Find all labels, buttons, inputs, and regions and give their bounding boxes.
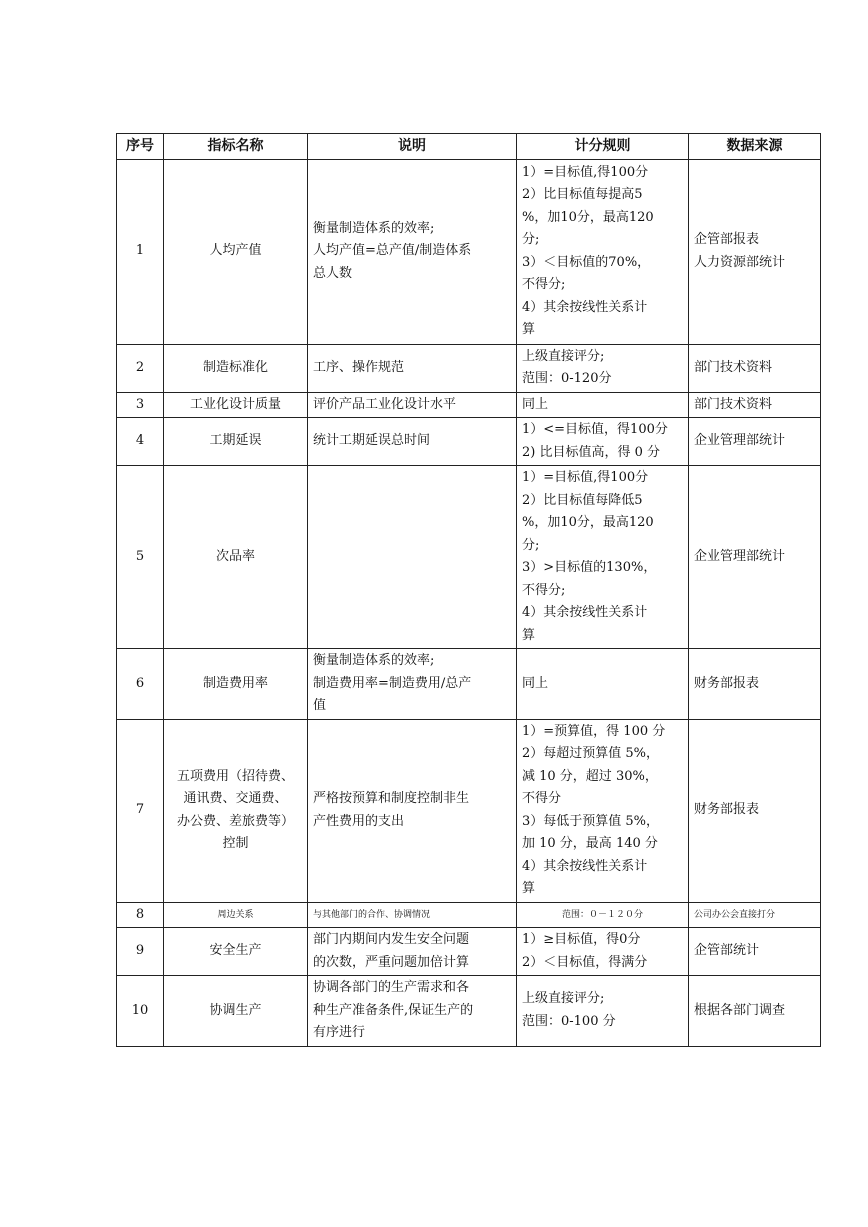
table-row [117, 976, 821, 1047]
cell-name [164, 976, 308, 1047]
cell-rule [517, 719, 689, 902]
cell-source [689, 928, 821, 976]
cell-line: 部门技术资料 [694, 396, 773, 412]
cell-line: 工序、操作规范 [313, 359, 405, 375]
table-body [117, 159, 821, 1046]
cell-no: 3 [117, 392, 164, 418]
cell-line: 人均产值=总产值/制造体系 [313, 243, 472, 259]
cell-line: 严格按预算和制度控制非生 [313, 791, 470, 806]
cell-source [689, 649, 821, 720]
table-row [117, 719, 821, 902]
table-row [117, 159, 821, 344]
cell-desc [308, 418, 517, 466]
header-rule: 计分规则 [517, 134, 689, 160]
cell-line: 衡量制造体系的效率; [313, 653, 435, 668]
cell-name [164, 719, 308, 902]
table-row [117, 344, 821, 392]
cell-line: 衡量制造体系的效率; [313, 220, 435, 236]
cell-line: 制造费用率=制造费用/总产 [313, 675, 472, 691]
cell-line: 算 [522, 881, 536, 896]
cell-line: 财务部报表 [694, 802, 760, 818]
cell-rule [517, 159, 689, 344]
cell-line: 值 [313, 698, 327, 713]
cell-line: 分; [522, 232, 540, 247]
cell-line: 1）=预算值，得 100 分 [522, 723, 666, 739]
cell-name [164, 392, 308, 418]
cell-no: 7 [117, 719, 164, 902]
cell-line: 上级直接评分; [522, 348, 605, 364]
cell-line: 统计工期延误总时间 [313, 433, 431, 449]
cell-line: 算 [522, 322, 536, 337]
table-row [117, 466, 821, 649]
cell-line: 人力资源部统计 [694, 254, 786, 270]
cell-line: 总人数 [313, 265, 353, 281]
cell-line: 协调各部门的生产需求和各 [313, 980, 470, 995]
cell-line: 有序进行 [313, 1025, 366, 1040]
cell-name [164, 159, 308, 344]
cell-line: 次品率 [215, 548, 255, 564]
cell-line: 五项费用（招待费、 [176, 768, 294, 784]
cell-line: 工期延误 [209, 433, 262, 449]
table-row [117, 392, 821, 418]
cell-line: 4）其余按线性关系计 [522, 858, 648, 874]
cell-no: 2 [117, 344, 164, 392]
cell-no: 4 [117, 418, 164, 466]
cell-line: 公司办公会直接打分 [694, 909, 776, 920]
cell-desc [308, 976, 517, 1047]
cell-line: 算 [522, 627, 536, 643]
cell-line: 4）其余按线性关系计 [522, 299, 648, 315]
cell-line: 2）每超过预算值 5%， [522, 746, 660, 761]
cell-no: 5 [117, 466, 164, 649]
cell-source [689, 418, 821, 466]
header-desc: 说明 [308, 134, 517, 160]
cell-rule [517, 649, 689, 720]
cell-line: 工业化设计质量 [189, 396, 281, 412]
cell-line: 2）比目标值每提高5 [522, 187, 643, 202]
cell-line: 评价产品工业化设计水平 [313, 396, 457, 412]
cell-line: 2）比目标值每降低5 [522, 492, 643, 508]
cell-line: 周边关系 [217, 909, 254, 920]
cell-no: 1 [117, 159, 164, 344]
cell-line: 分; [522, 537, 540, 553]
cell-line: 范围：０－１２０分 [561, 909, 643, 920]
cell-line: 3）>目标值的130%， [522, 560, 657, 575]
cell-desc [308, 392, 517, 418]
header-name: 指标名称 [164, 134, 308, 160]
cell-line: 不得分 [522, 791, 562, 806]
cell-line: 企业管理部统计 [694, 548, 786, 564]
cell-line: 企管部统计 [694, 943, 760, 959]
cell-line: 加 10 分，最高 140 分 [522, 836, 658, 851]
cell-line: 4）其余按线性关系计 [522, 605, 648, 620]
cell-line: 与其他部门的合作、协调情况 [313, 909, 431, 920]
cell-source [689, 719, 821, 902]
cell-line: 2）＜目标值，得满分 [522, 954, 648, 970]
cell-name [164, 928, 308, 976]
header-row [117, 134, 821, 160]
cell-line: 种生产准备条件,保证生产的 [313, 1002, 474, 1018]
cell-line: 不得分; [522, 277, 566, 292]
cell-desc [308, 719, 517, 902]
table-row [117, 902, 821, 928]
cell-no: 9 [117, 928, 164, 976]
table-row [117, 649, 821, 720]
cell-line: 办公费、差旅费等） [176, 813, 294, 829]
cell-line: %，加10分，最高120 [522, 515, 654, 530]
cell-line: 1）<=目标值，得100分 [522, 422, 668, 437]
cell-rule [517, 392, 689, 418]
cell-rule [517, 902, 689, 928]
cell-desc [308, 649, 517, 720]
cell-line: 部门技术资料 [694, 359, 773, 375]
header-no: 序号 [117, 134, 164, 160]
cell-line: 制造标准化 [202, 359, 268, 375]
cell-source [689, 902, 821, 928]
cell-line: 企业管理部统计 [694, 433, 786, 449]
cell-name [164, 902, 308, 928]
cell-line: 不得分; [522, 582, 566, 598]
cell-line: 制造费用率 [202, 675, 268, 691]
cell-line: %，加10分，最高120 [522, 209, 654, 225]
cell-line: 上级直接评分; [522, 991, 605, 1007]
cell-line: 安全生产 [209, 943, 262, 959]
cell-line: 根据各部门调查 [694, 1002, 786, 1018]
cell-source [689, 392, 821, 418]
cell-name [164, 649, 308, 720]
cell-no: 10 [117, 976, 164, 1047]
cell-source [689, 344, 821, 392]
cell-line: 1）=目标值,得100分 [522, 164, 649, 180]
cell-line: 部门内期间内发生安全问题 [313, 932, 470, 947]
cell-line: 协调生产 [209, 1002, 262, 1018]
cell-desc [308, 344, 517, 392]
cell-line: 人均产值 [209, 243, 262, 259]
cell-no: 8 [117, 902, 164, 928]
cell-desc [308, 902, 517, 928]
cell-line: 财务部报表 [694, 675, 760, 691]
cell-line: 范围：0-120分 [522, 371, 612, 386]
table-row [117, 928, 821, 976]
cell-line: 1）=目标值,得100分 [522, 470, 649, 485]
cell-name [164, 344, 308, 392]
cell-rule [517, 344, 689, 392]
cell-name [164, 418, 308, 466]
cell-desc [308, 928, 517, 976]
cell-line: 3）每低于预算值 5%， [522, 813, 660, 829]
cell-name [164, 466, 308, 649]
cell-rule [517, 928, 689, 976]
cell-desc [308, 466, 517, 649]
cell-line: 减 10 分，超过 30%， [522, 768, 658, 784]
cell-source [689, 976, 821, 1047]
cell-line: 3）＜目标值的70%， [522, 254, 651, 270]
cell-line: 范围：0-100 分 [522, 1013, 616, 1029]
cell-line: 产性费用的支出 [313, 813, 405, 829]
table-row [117, 418, 821, 466]
cell-line: 同上 [522, 396, 549, 412]
cell-source [689, 466, 821, 649]
header-source: 数据来源 [689, 134, 821, 160]
cell-line: 控制 [222, 836, 249, 851]
cell-rule [517, 418, 689, 466]
cell-desc [308, 159, 517, 344]
cell-no: 6 [117, 649, 164, 720]
cell-source [689, 159, 821, 344]
cell-rule [517, 466, 689, 649]
kpi-table [116, 133, 821, 1047]
cell-line: 的次数，严重问题加倍计算 [313, 954, 470, 970]
cell-line: 同上 [522, 675, 549, 691]
cell-line: 1）≥目标值，得0分 [522, 932, 641, 947]
cell-line: 通讯费、交通费、 [183, 791, 288, 806]
cell-line: 企管部报表 [694, 232, 760, 247]
cell-line: 2) 比目标值高，得 0 分 [522, 444, 661, 460]
cell-rule [517, 976, 689, 1047]
